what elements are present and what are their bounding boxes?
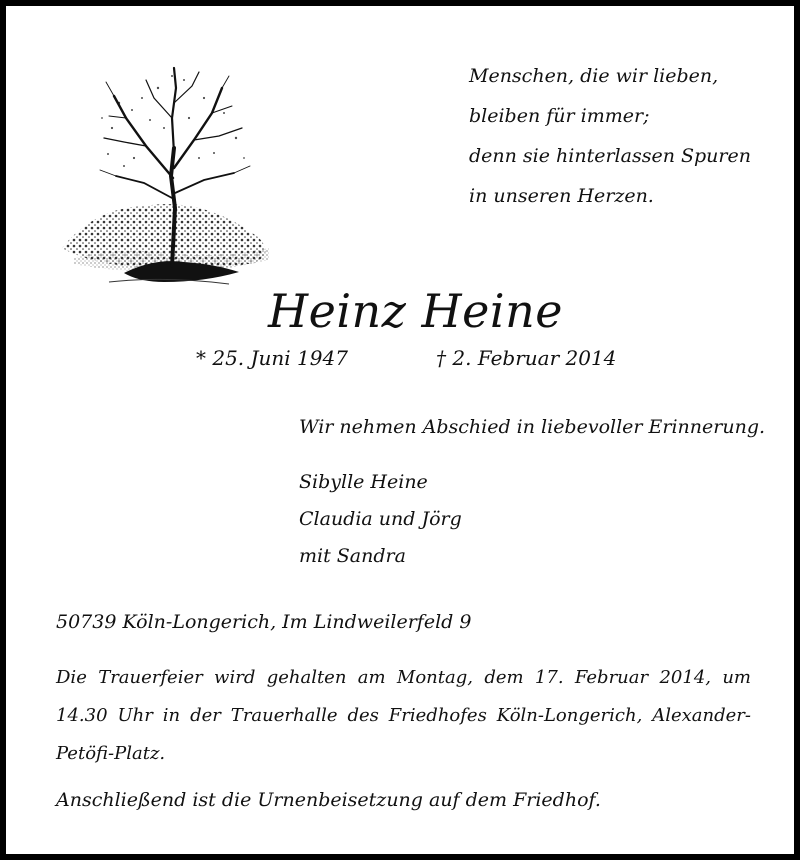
memorial-quote — [469, 56, 751, 216]
address: 50739 Köln-Longerich, Im Lindweilerfeld 9 — [56, 611, 472, 633]
quote-line: in unseren Herzen. — [469, 185, 654, 207]
quote-line: bleiben für immer; — [469, 105, 650, 127]
mourner-name: Claudia und Jörg — [299, 508, 462, 530]
quote-line: denn sie hinterlassen Spuren — [469, 145, 751, 167]
mourners-list — [299, 464, 462, 575]
birth-date: * 25. Juni 1947 — [196, 346, 348, 370]
death-date: † 2. Februar 2014 — [436, 346, 617, 370]
tree-icon — [54, 58, 284, 308]
burial-note: Anschließend ist die Urnenbeisetzung auf dem Friedhof. — [56, 789, 601, 811]
mourner-name: Sibylle Heine — [299, 471, 428, 493]
quote-line: Menschen, die wir lieben, — [469, 65, 719, 87]
mourner-name: mit Sandra — [299, 545, 406, 567]
deceased-name: Heinz Heine — [268, 284, 563, 338]
funeral-details: Die Trauerfeier wird gehalten am Montag, dem 17. Februar 2014, um 14.30 Uhr in der Trauerhalle des Friedhofes Köln-Longerich, Alexander-Petöfi-Platz. — [56, 667, 751, 764]
farewell-line: Wir nehmen Abschied in liebevoller Erinnerung. — [299, 416, 766, 438]
